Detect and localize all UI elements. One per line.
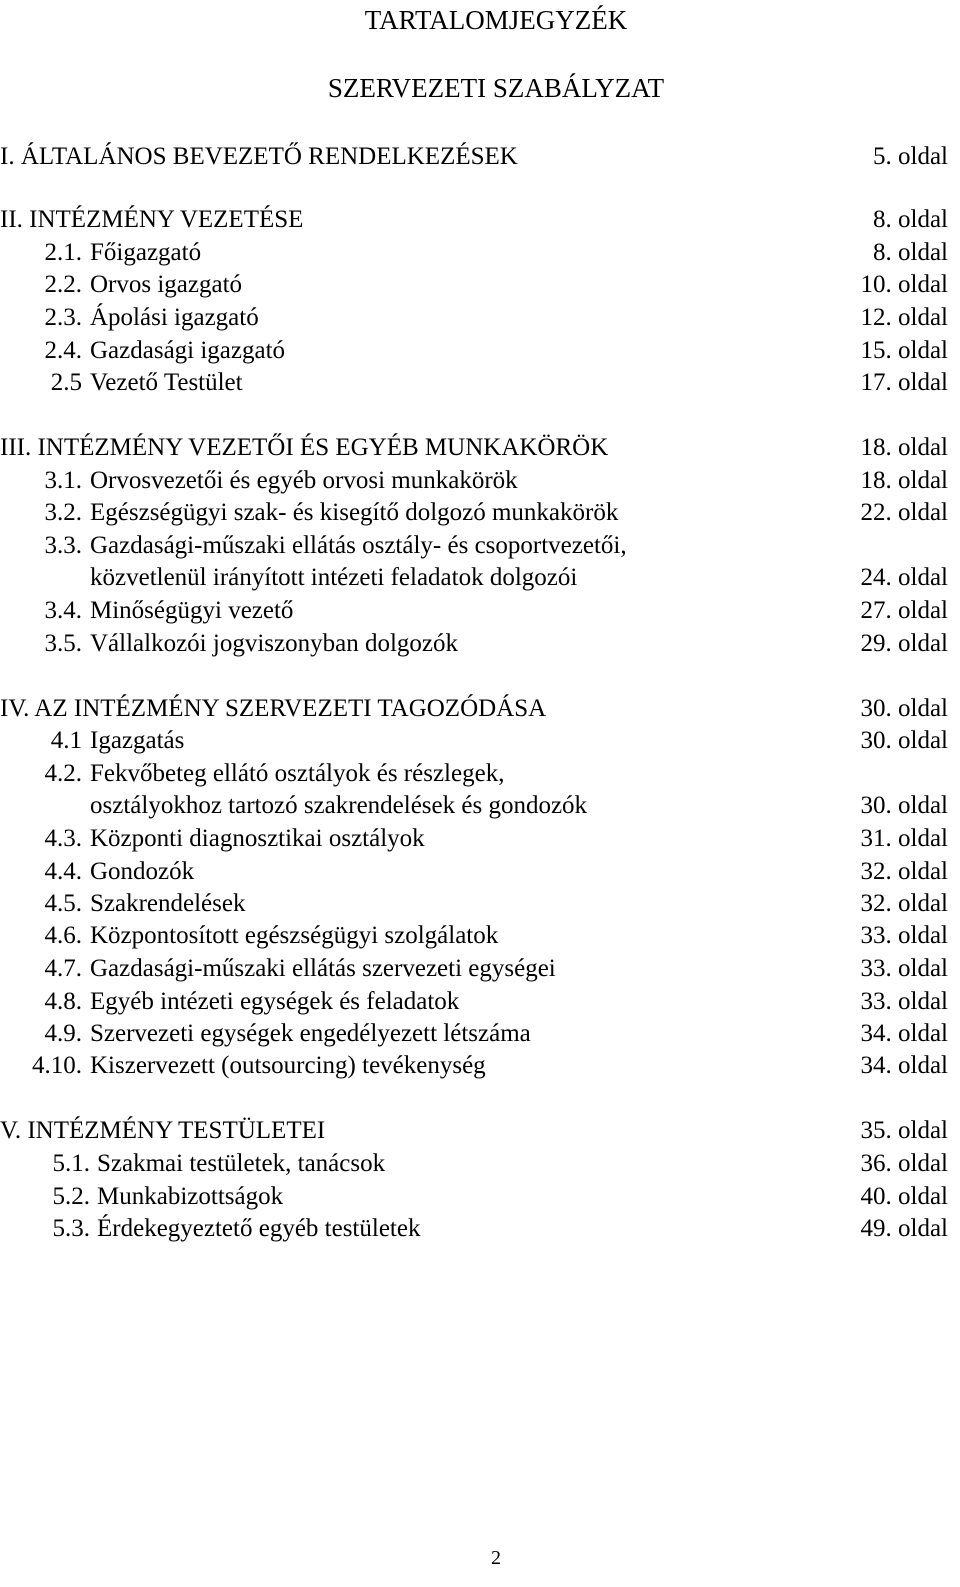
toc-entry <box>0 953 960 985</box>
toc-page-reference: 33. oldal <box>860 988 948 1015</box>
toc-entry <box>0 1050 960 1082</box>
toc-entry <box>0 595 960 627</box>
toc-entry-number: 4.10. <box>32 1052 82 1079</box>
toc-entry <box>0 269 960 301</box>
toc-entry-number: 2.5 <box>50 369 82 396</box>
toc-entry <box>0 530 960 562</box>
toc-page-reference: 32. oldal <box>860 858 948 885</box>
toc-entry <box>0 986 960 1018</box>
toc-section-title: INTÉZMÉNY VEZETÉSE <box>29 206 304 233</box>
toc-entry-title: Vezető Testület <box>90 369 243 396</box>
toc-entry-title: Gazdasági-műszaki ellátás osztály- és csoportvezetői, <box>90 532 627 559</box>
toc-entry <box>0 367 960 399</box>
toc-page-reference: 10. oldal <box>860 271 948 298</box>
toc-entry <box>0 628 960 660</box>
toc-entry-title: Szakrendelések <box>90 890 246 917</box>
document-subtitle: SZERVEZETI SZABÁLYZAT <box>327 73 665 103</box>
toc-page-reference: 18. oldal <box>860 434 948 461</box>
toc-entry <box>0 725 960 757</box>
toc-entry-number: 4.8. <box>44 988 82 1015</box>
toc-entry-number: 2.2. <box>44 271 82 298</box>
toc-page-reference: 17. oldal <box>860 369 948 396</box>
toc-section-title: ÁLTALÁNOS BEVEZETŐ RENDELKEZÉSEK <box>20 143 518 170</box>
toc-section-heading <box>0 432 608 464</box>
toc-entry-title: Érdekegyeztető egyéb testületek <box>97 1215 421 1242</box>
toc-entry-number: 2.1. <box>44 239 82 266</box>
toc-page-reference: 35. oldal <box>860 1117 948 1144</box>
toc-entry-title: Központi diagnosztikai osztályok <box>90 825 425 852</box>
toc-entry-title: Ápolási igazgató <box>90 304 259 331</box>
toc-entry <box>0 823 960 855</box>
toc-section-entry <box>0 1115 960 1147</box>
toc-entry <box>0 1148 960 1180</box>
toc-entry-number: 2.4. <box>44 337 82 364</box>
toc-page-reference: 33. oldal <box>860 922 948 949</box>
toc-entry <box>0 1018 960 1050</box>
toc-entry-title: Vállalkozói jogviszonyban dolgozók <box>90 630 458 657</box>
toc-entry-number: 3.4. <box>44 597 82 624</box>
toc-page-reference: 5. oldal <box>873 143 948 170</box>
page-title: TARTALOMJEGYZÉK <box>364 5 628 35</box>
toc-entry <box>0 758 960 790</box>
toc-page-reference: 34. oldal <box>860 1052 948 1079</box>
toc-entry <box>0 1181 960 1213</box>
toc-entry-number: 5.1. <box>52 1150 90 1177</box>
toc-page-reference: 49. oldal <box>860 1215 948 1242</box>
toc-page-reference: 8. oldal <box>873 239 948 266</box>
toc-entry <box>0 465 960 497</box>
toc-entry-title: Szervezeti egységek engedélyezett létszáma <box>90 1020 531 1047</box>
toc-entry-title: Munkabizottságok <box>97 1183 284 1210</box>
toc-page-reference: 12. oldal <box>860 304 948 331</box>
toc-entry <box>0 497 960 529</box>
toc-section-number: III. <box>0 434 32 461</box>
toc-section-entry <box>0 141 960 173</box>
toc-entry-number: 4.6. <box>44 922 82 949</box>
toc-entry-number: 4.9. <box>44 1020 82 1047</box>
toc-entry <box>0 856 960 888</box>
toc-section-heading <box>0 204 303 236</box>
toc-entry-title: Szakmai testületek, tanácsok <box>97 1150 386 1177</box>
toc-entry-title: Központosított egészségügyi szolgálatok <box>90 922 499 949</box>
toc-entry <box>0 1213 960 1245</box>
toc-entry <box>0 237 960 269</box>
toc-entry-title: Gazdasági-műszaki ellátás szervezeti egységei <box>90 955 556 982</box>
toc-entry-title: Egyéb intézeti egységek és feladatok <box>90 988 460 1015</box>
toc-entry-title: osztályokhoz tartozó szakrendelések és gondozók <box>90 792 588 819</box>
toc-entry-number: 2.3. <box>44 304 82 331</box>
toc-section-heading <box>0 693 546 725</box>
toc-section-number: I. <box>0 143 15 170</box>
toc-entry-number: 4.2. <box>44 760 82 787</box>
toc-section-heading <box>0 141 518 173</box>
toc-entry-title: Egészségügyi szak- és kisegítő dolgozó munkakörök <box>90 499 619 526</box>
toc-page-reference: 8. oldal <box>873 206 948 233</box>
toc-entry-title: Orvos igazgató <box>90 271 243 298</box>
toc-entry-number: 3.2. <box>44 499 82 526</box>
toc-entry-number: 4.4. <box>44 858 82 885</box>
toc-entry-number: 4.1 <box>50 727 82 754</box>
toc-entry-title: Gazdasági igazgató <box>90 337 286 364</box>
toc-entry-title: Fekvőbeteg ellátó osztályok és részlegek, <box>90 760 505 787</box>
toc-entry-title: Minőségügyi vezető <box>90 597 294 624</box>
toc-section-entry <box>0 204 960 236</box>
toc-entry <box>0 335 960 367</box>
toc-section-entry <box>0 693 960 725</box>
toc-section-title: AZ INTÉZMÉNY SZERVEZETI TAGOZÓDÁSA <box>34 695 547 722</box>
toc-section-title: INTÉZMÉNY VEZETŐI ÉS EGYÉB MUNKAKÖRÖK <box>37 434 609 461</box>
toc-page-reference: 33. oldal <box>860 955 948 982</box>
toc-entry-title: Igazgatás <box>90 727 185 754</box>
toc-entry-number: 3.3. <box>44 532 82 559</box>
toc-entry <box>0 920 960 952</box>
toc-section-number: IV. <box>0 695 30 722</box>
toc-page-reference: 18. oldal <box>860 467 948 494</box>
toc-entry-number: 4.7. <box>44 955 82 982</box>
toc-entry <box>0 302 960 334</box>
toc-entry-number: 5.2. <box>52 1183 90 1210</box>
toc-page-reference: 32. oldal <box>860 890 948 917</box>
toc-entry <box>0 888 960 920</box>
toc-page-reference: 40. oldal <box>860 1183 948 1210</box>
toc-entry-number: 3.1. <box>44 467 82 494</box>
toc-entry-title: közvetlenül irányított intézeti feladatok dolgozói <box>90 564 578 591</box>
toc-section-number: V. <box>0 1117 22 1144</box>
toc-entry-title: Gondozók <box>90 858 195 885</box>
toc-section-title: INTÉZMÉNY TESTÜLETEI <box>27 1117 326 1144</box>
toc-page-reference: 31. oldal <box>860 825 948 852</box>
toc-entry-title: Főigazgató <box>90 239 202 266</box>
toc-page-reference: 22. oldal <box>860 499 948 526</box>
toc-entry-number: 5.3. <box>52 1215 90 1242</box>
page-number: 2 <box>491 1547 501 1569</box>
toc-entry-title: Orvosvezetői és egyéb orvosi munkakörök <box>90 467 518 494</box>
toc-entry <box>0 562 960 594</box>
toc-page-reference: 34. oldal <box>860 1020 948 1047</box>
toc-page-reference: 30. oldal <box>860 695 948 722</box>
toc-page-reference: 36. oldal <box>860 1150 948 1177</box>
toc-section-number: II. <box>0 206 23 233</box>
toc-page-reference: 27. oldal <box>860 597 948 624</box>
toc-page-reference: 30. oldal <box>860 727 948 754</box>
toc-entry-number: 3.5. <box>44 630 82 657</box>
toc-page-reference: 30. oldal <box>860 792 948 819</box>
toc-page-reference: 29. oldal <box>860 630 948 657</box>
toc-entry <box>0 790 960 822</box>
toc-entry-number: 4.5. <box>44 890 82 917</box>
toc-page-reference: 24. oldal <box>860 564 948 591</box>
toc-entry-title: Kiszervezett (outsourcing) tevékenység <box>90 1052 486 1079</box>
toc-page-reference: 15. oldal <box>860 337 948 364</box>
toc-section-entry <box>0 432 960 464</box>
toc-section-heading <box>0 1115 325 1147</box>
toc-entry-number: 4.3. <box>44 825 82 852</box>
